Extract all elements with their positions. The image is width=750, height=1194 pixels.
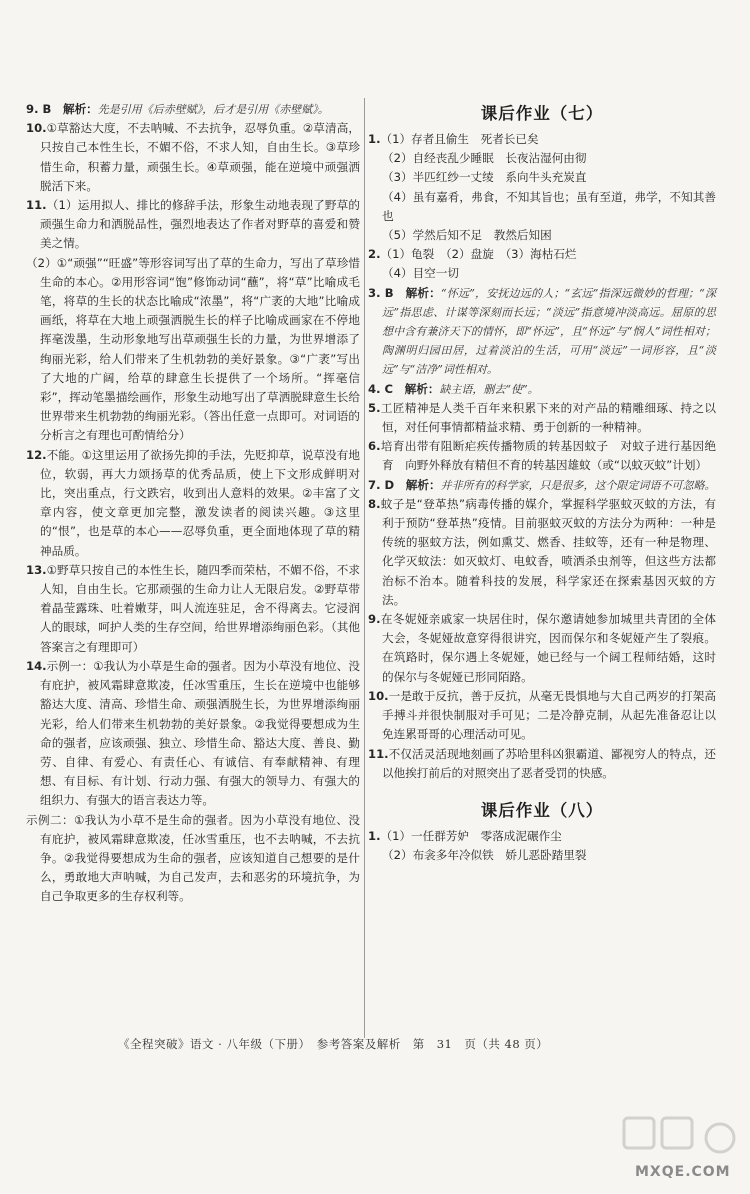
- answer-text: （2）布衾多年冷似铁 娇儿恶卧踏里裂: [382, 848, 587, 863]
- answer-text: 示例二：①我认为小草不是生命的强者。因为小草没有地位、没有庇护，被风霜肆意欺凌，任冰雪重压，也不去呐喊，不去抗争。②我觉得要想成为生命的强者，应该知道自己想要的是什么，勇敢地大声呐喊，为自己发声，去和恶劣的环境抗争，为自己争取更多的生存权利等。: [26, 812, 360, 904]
- answer-text: （1）存者且偷生 死者长已矣: [380, 132, 539, 146]
- answer-text: 蚊子是“登革热”病毒传播的媒介，掌握科学驱蚊灭蚊的方法，有利于预防“登革热”疫情。目前驱蚊灭蚊的方法分为两种：一种是传统的驱蚊方法，例如熏艾、燃香、挂蚊等，还有一种是物理、化学灭蚊法：如灭蚊灯、电蚊香，喷洒杀虫剂等，但这些方法都治标不治本。随着科技的发展，科学家还在探索基因灭蚊的方法。: [380, 496, 716, 607]
- answer-paragraph: [368, 149, 716, 168]
- section-title: 课后作业（八）: [480, 800, 604, 820]
- answer-text: 先是引用《后赤壁赋》，后才是引用《赤壁赋》。: [97, 103, 329, 116]
- answer-paragraph: [368, 168, 716, 187]
- answer-paragraph: [26, 119, 360, 196]
- answer-text: 培育出带有阻断疟疾传播物质的转基因蚊子 对蚊子进行基因绝育 向野外释放有精但不育的转基因雄蚊（或“以蚊灭蚊”计划）: [380, 439, 716, 473]
- answer-text: （4）目空一切: [382, 266, 459, 281]
- question-number: 9.: [368, 612, 381, 627]
- answer-text: （3）半匹红纱一丈绫 系向牛头充炭直: [382, 170, 587, 185]
- page-footer: 《全程突破》语文 · 八年级（下册） 参考答案及解析 第 31 页（共 48 页）: [118, 1037, 549, 1051]
- answer-paragraph: [26, 100, 360, 119]
- answer-paragraph: [368, 284, 716, 380]
- answer-text: “怀远”，安抚边远的人；“玄远”指深远微妙的哲理；“深远”指思虑、计谋等深刻而长远；“淡远”指意境冲淡高远。屈原的思想中含有兼济天下的情怀，即“怀远”，且“怀远”与“悯人”词性相对；陶渊明归园田居，过着淡泊的生活，可用“淡远”一词形容，且“淡远”与“洁净”词性相对。: [382, 286, 716, 377]
- answer-text: 一是敢于反抗，善于反抗，从毫无畏惧地与大自己两岁的打架高手搏斗并很快制服对手可见；二是冷静克制，从起先准备忍让以免连累哥哥的心理活动可见。: [382, 688, 716, 742]
- answer-paragraph: [368, 437, 716, 475]
- analysis-label: 解析：: [404, 381, 440, 396]
- answer-paragraph: [26, 657, 360, 811]
- answer-paragraph: [368, 745, 716, 783]
- question-number: 11.: [26, 198, 47, 213]
- question-number: 13.: [26, 562, 47, 577]
- question-number: 8.: [368, 496, 381, 511]
- analysis-label: 解析：: [62, 102, 98, 116]
- question-number: 6.: [368, 439, 381, 454]
- answer-text: 缺主语，删去“使”。: [439, 382, 539, 396]
- answer-text: （1）运用拟人、排比的修辞手法，形象生动地表现了野草的顽强生命力和洒脱品性，强烈地表达了作者对野草的喜爱和赞美之情。: [40, 198, 360, 251]
- answer-text: （1）龟裂 （2）盘旋 （3）海枯石烂: [380, 247, 577, 262]
- answer-text: 不仅活灵活现地刻画了苏哈里科凶狠霸道、鄙视穷人的特点，还以他挨打前后的对照突出了恶者受罚的快感。: [382, 746, 716, 780]
- question-number: 2.: [368, 247, 381, 262]
- answer-text: ①草豁达大度，不去呐喊、不去抗争，忍辱负重。②草清高，只按自己本性生长，不媚不俗，不求人知，自由生长。③草珍惜生命，积蓄力量，顽强生长。④草顽强，能在逆境中顽强洒脱活下来。: [40, 121, 360, 193]
- analysis-label: 解析：: [405, 477, 441, 492]
- question-number: 4. C: [368, 381, 394, 396]
- question-number: 3. B: [368, 285, 394, 300]
- answer-paragraph: [26, 811, 360, 907]
- question-number: 12.: [26, 447, 47, 462]
- answer-text: （4）虽有嘉肴，弗食，不知其旨也；虽有至道，弗学，不知其善也: [382, 189, 716, 223]
- column-divider: [364, 98, 365, 1038]
- question-number: 11.: [368, 746, 389, 761]
- answer-paragraph: [368, 226, 716, 245]
- question-number: 5.: [368, 400, 381, 415]
- answer-paragraph: [368, 827, 716, 846]
- answer-paragraph: [368, 610, 716, 687]
- question-number: 1.: [368, 132, 381, 146]
- answer-paragraph: [26, 196, 360, 254]
- answer-text: ①野草只按自己的本性生长，随四季而荣枯，不媚不俗，不求人知，自由生长。它那顽强的生命力让人无限启发。②野草带着晶莹露珠、吐着嫩芽，叫人流连驻足，舍不得离去。它浸润人的眼球，呵护人类的生存空间，给世界增添绚丽色彩。（其他答案言之有理即可）: [40, 562, 360, 654]
- section-title: 课后作业（七）: [480, 104, 604, 123]
- answer-paragraph: [26, 446, 360, 561]
- question-number: 10.: [26, 121, 47, 136]
- answer-text: 不能。①这里运用了欲扬先抑的手法，先贬抑草，说草没有地位，软弱，再大力颂扬草的优秀品质，使上下文形成鲜明对比，突出重点，行文跌宕，收到出人意料的效果。②丰富了文章内容，使文章更加完整，激发读者的阅读兴趣。③这里的“恨”，也是草的本心——忍辱负重，更全面地体现了草的精神品质。: [40, 447, 360, 558]
- answer-paragraph: [26, 254, 360, 446]
- question-number: 10.: [368, 688, 389, 703]
- answer-paragraph: [368, 687, 716, 745]
- answer-text: （2）自经丧乱少睡眠 长夜沾湿何由彻: [382, 151, 587, 166]
- answer-paragraph: [368, 476, 716, 495]
- answer-text: （1）一任群芳妒 零落成泥碾作尘: [380, 828, 562, 843]
- answer-text: 工匠精神是人类千百年来积累下来的对产品的精雕细琢、持之以恒，对任何事情都精益求精、勇于创新的一种精神。: [380, 400, 716, 435]
- answer-paragraph: [368, 245, 716, 264]
- answer-text: 并非所有的科学家，只是很多，这个限定词语不可忽略。: [440, 478, 716, 492]
- answer-paragraph: [368, 264, 716, 283]
- left-column: [26, 100, 360, 907]
- answer-paragraph: [368, 495, 716, 610]
- answer-paragraph: [368, 380, 716, 399]
- answer-text: （5）学然后知不足 教然后知困: [382, 228, 552, 243]
- question-number: 1.: [368, 828, 381, 843]
- question-number: 7. D: [368, 477, 395, 492]
- question-number: 9. B: [26, 102, 52, 116]
- question-number: 14.: [26, 658, 47, 673]
- answer-text: 在冬妮娅亲戚家一块居住时，保尔邀请她参加城里共青团的全体大会，冬妮娅故意穿得很讲究，因而保尔和冬妮娅产生了裂痕。在筑路时，保尔遇上冬妮娅，她已经与一个阔工程师结婚，这时的保尔与冬妮娅已形同陌路。: [380, 612, 716, 684]
- answer-paragraph: [368, 846, 716, 865]
- right-column: [368, 100, 716, 865]
- analysis-label: 解析：: [405, 285, 441, 300]
- answer-paragraph: [368, 399, 716, 437]
- answer-paragraph: [368, 130, 716, 149]
- answer-paragraph: [26, 561, 360, 657]
- answer-text: （2）①“顽强”“旺盛”等形容词写出了草的生命力，写出了草珍惜生命的本心。②用形容词“饱”修饰动词“蘸”，将“草”比喻成毛笔，将草的生长的状态比喻成“浓墨”，将“广袤的大地”比喻成画纸，将草在大地上顽强洒脱生长的样子比喻成画家在不停地挥毫泼墨，生动形象地写出草顽强生长的力量，为世界增添了绚丽光彩，给人们带来了生机勃勃的美好景象。③“广袤”写出了大地的广阔，给草的肆意生长提供了一个场所。“挥毫信彩”，挥动笔墨描绘画作，形象生动地写出了草洒脱肆意生长给世界带来生机勃勃的绚丽光彩。（答出任意一点即可。对词语的分析言之有理也可酌情给分）: [26, 255, 360, 443]
- answer-paragraph: [368, 188, 716, 226]
- watermark-text: MXQE.COM: [635, 1164, 731, 1180]
- answer-text: 示例一：①我认为小草是生命的强者。因为小草没有地位、没有庇护，被风霜肆意欺凌，任冰雪重压，生长在逆境中也能够豁达大度、清高、珍惜生命、顽强洒脱生长，为世界增添绚丽光彩，给人们带来生机勃勃的美好景象。②我觉得要想成为生命的强者，应该顽强、独立、珍惜生命、豁达大度、善良、勤劳、自律、有爱心、有责任心、有诚信、有奉献精神、有理想、有目标、有计划、行动力强、有强大的领导力、有强大的组织力、有强大的语言表达力等。: [40, 658, 360, 808]
